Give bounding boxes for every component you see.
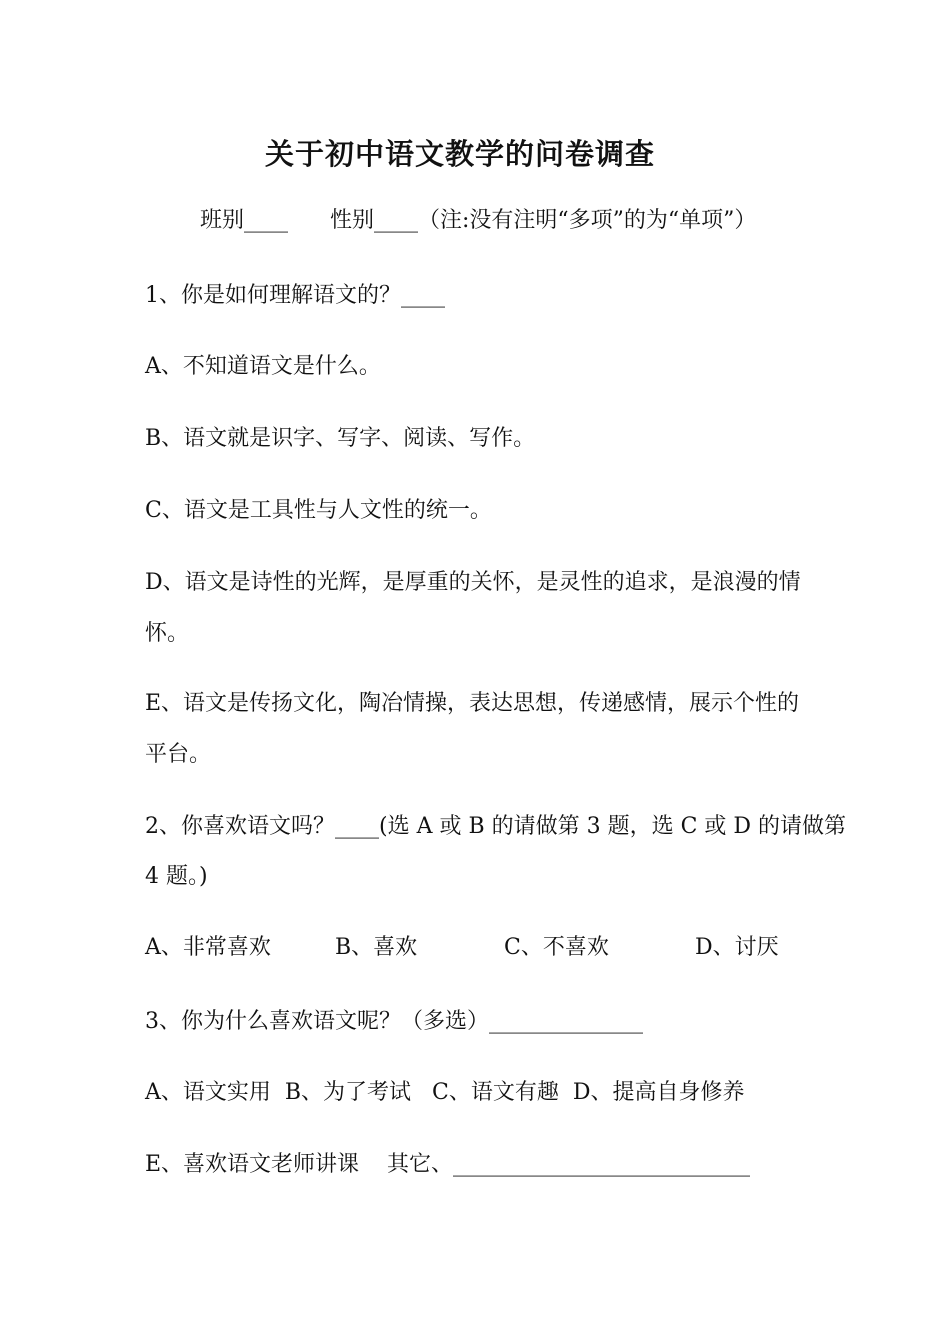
question-2-option-d: D、讨厌 [695,935,779,960]
question-2-option-c: C、不喜欢 [504,935,609,960]
question-1-option-a: A、不知道语文是什么。 [145,354,381,379]
question-1-option-e-line-1: E、语文是传扬文化，陶冶情操，表达思想，传递感情，展示个性的 [145,691,800,716]
question-2-option-a: A、非常喜欢 [145,935,271,960]
question-2-options [0,933,950,963]
question-3: 3、你为什么喜欢语文呢？（多选）______________ [145,1009,643,1034]
question-1-option-d-line-2: 怀。 [145,621,190,646]
question-2-option-b: B、喜欢 [335,935,418,960]
question-3-options-line-1: A、语文实用 B、为了考试 C、语文有趣 D、提高自身修养 [145,1080,745,1105]
question-2-line-1: 2、你喜欢语文吗？____(选 A 或 B 的请做第 3 题，选 C 或 D 的请做第 [145,814,847,839]
question-1-option-c: C、语文是工具性与人文性的统一。 [145,498,492,523]
question-3-options-line-2: E、喜欢语文老师讲课 其它、___________________________ [145,1152,751,1177]
question-1-option-e-line-2: 平台。 [145,742,212,767]
question-1-option-d-line-1: D、语文是诗性的光辉，是厚重的关怀，是灵性的追求，是浪漫的情 [145,570,801,595]
class-gender-note-line: 班别____ 性别____（注:没有注明“多项”的为“单项”） [200,208,757,233]
question-2-line-2: 4 题。) [145,864,208,889]
document-title: 关于初中语文教学的问卷调查 [264,137,655,171]
question-1-option-b: B、语文就是识字、写字、阅读、写作。 [145,426,536,451]
question-1: 1、你是如何理解语文的？____ [145,283,445,308]
